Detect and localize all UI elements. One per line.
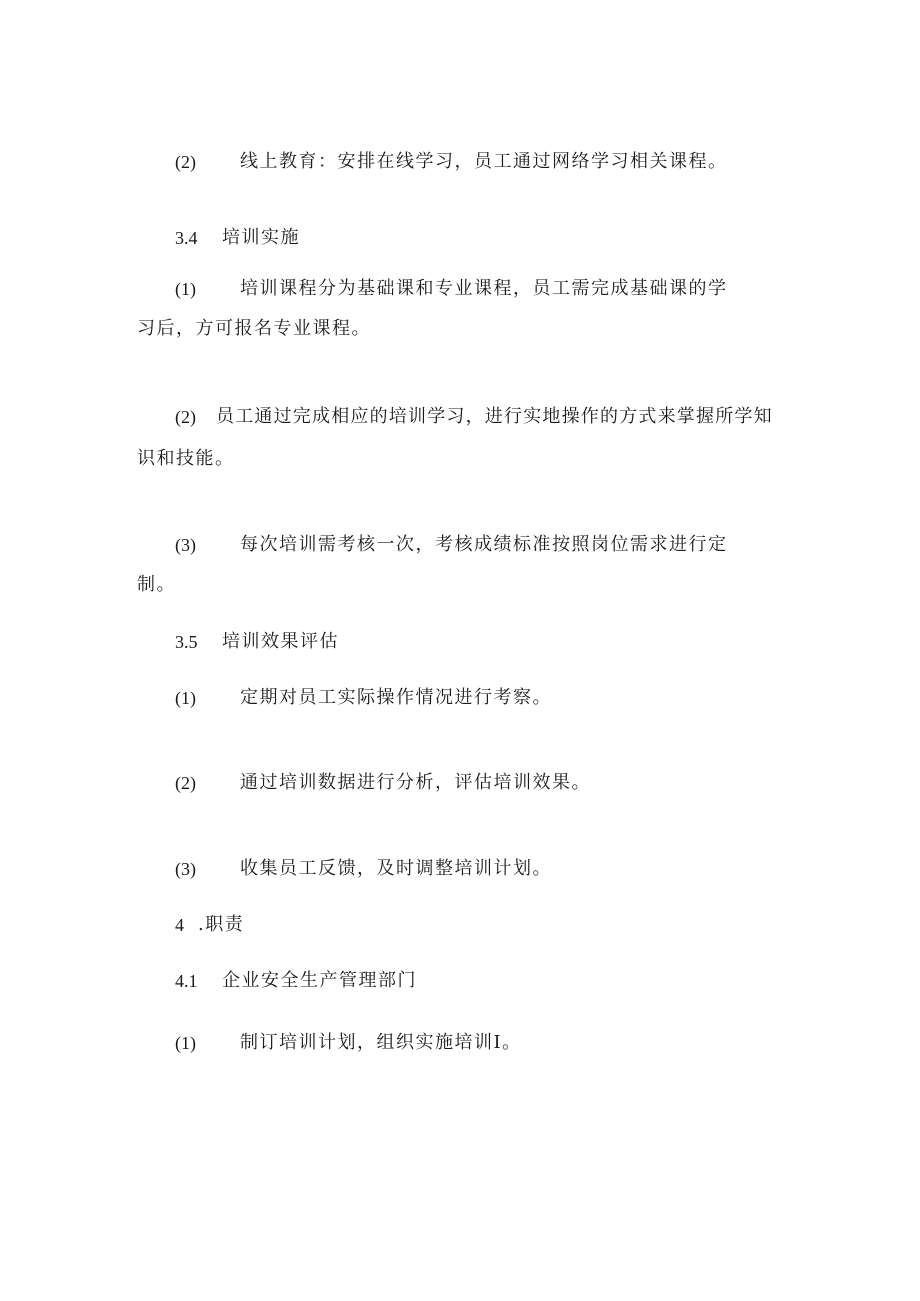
item-number: (3) [175,535,196,555]
section-number: 4 [175,915,184,935]
item-text: 通过培训数据进行分析，评估培训效果。 [240,772,591,793]
section-number: 3.4 [175,228,198,248]
item-number: (1) [175,279,196,299]
item-text: 每次培训需考核一次，考核成绩标准按照岗位需求进行定 [240,534,728,555]
section-title: 培训效果评估 [222,631,339,652]
item-continuation: 制。 [137,574,176,595]
item-text: 员工通过完成相应的培训学习，进行实地操作的方式来掌握所学知 [216,406,773,427]
item-text: 定期对员工实际操作情况进行考察。 [240,687,552,708]
item-number: (1) [175,688,196,708]
item-text: 制订培训计划，组织实施培训I。 [240,1032,522,1053]
item-number: (2) [175,773,196,793]
item-number: (1) [175,1033,196,1053]
section-number: 3.5 [175,632,198,652]
item-number: (2) [175,152,196,172]
section-title: 企业安全生产管理部门 [222,970,417,991]
item-continuation: 识和技能。 [137,448,235,469]
item-continuation: 习后，方可报名专业课程。 [137,318,371,339]
item-number: (2) [175,407,196,427]
item-text: 线上教育：安排在线学习，员工通过网络学习相关课程。 [240,151,728,172]
section-title: .职责 [198,914,245,935]
item-text: 培训课程分为基础课和专业课程，员工需完成基础课的学 [240,278,728,299]
item-text: 收集员工反馈，及时调整培训计划。 [240,858,552,879]
item-number: (3) [175,859,196,879]
section-number: 4.1 [175,971,198,991]
section-title: 培训实施 [222,227,300,248]
